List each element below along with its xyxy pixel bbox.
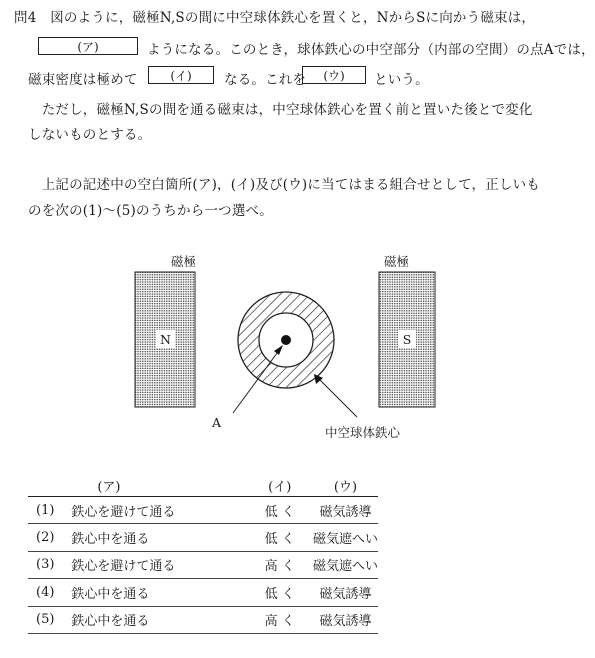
choice-number: (3) bbox=[28, 551, 71, 578]
choice-a: 鉄心中を通る bbox=[71, 579, 246, 606]
core-label: 中空球体鉄心 bbox=[325, 425, 401, 440]
choice-b: 低 く bbox=[246, 579, 313, 606]
table-header-row bbox=[28, 474, 378, 497]
problem-line-2: ようになる。このとき，球体鉄心の中空部分（内部の空間）の点Aでは， bbox=[147, 42, 595, 58]
blank-a-label: (ア) bbox=[77, 39, 99, 54]
blank-c-label: (ウ) bbox=[323, 68, 345, 83]
problem-line-4: ただし，磁極N,Sの間を通る磁束は，中空球体鉄心を置く前と置いた後とで変化 bbox=[28, 102, 533, 118]
problem-line-5: しないものとする。 bbox=[28, 127, 152, 143]
point-a-label: A bbox=[212, 415, 222, 430]
problem-line-3-start: 磁束密度は極めて bbox=[28, 72, 138, 88]
choice-b: 高 く bbox=[246, 606, 313, 633]
left-pole-caption: 磁極 bbox=[171, 254, 197, 269]
header-a: (ア) bbox=[71, 474, 246, 497]
choice-row-2[interactable] bbox=[28, 524, 378, 551]
north-pole-letter: N bbox=[160, 332, 171, 347]
choice-row-4[interactable] bbox=[28, 579, 378, 606]
choice-b: 低 く bbox=[246, 524, 313, 551]
header-b: (イ) bbox=[246, 474, 313, 497]
choice-c: 磁気遮へい bbox=[313, 551, 378, 578]
choice-c: 磁気誘導 bbox=[313, 497, 378, 524]
choice-c: 磁気誘導 bbox=[313, 606, 378, 633]
choice-row-5[interactable] bbox=[28, 606, 378, 633]
choice-row-1[interactable] bbox=[28, 497, 378, 524]
instruction-line-1: 上記の記述中の空白箇所(ア)，(イ)及び(ウ)に当てはまる組合せとして，正しいも bbox=[28, 177, 541, 193]
problem-line-1: 問4 図のように，磁極N,Sの間に中空球体鉄心を置くと，NからSに向かう磁束は， bbox=[14, 10, 536, 26]
choice-c: 磁気遮へい bbox=[313, 524, 378, 551]
choice-b: 高 く bbox=[246, 551, 313, 578]
choice-number: (2) bbox=[28, 524, 71, 551]
choice-number: (4) bbox=[28, 579, 71, 606]
instruction-line-2: のを次の(1)～(5)のうちから一つ選べ。 bbox=[28, 203, 273, 219]
choice-b: 低 く bbox=[246, 497, 313, 524]
choice-a: 鉄心中を通る bbox=[71, 524, 246, 551]
choice-c: 磁気誘導 bbox=[313, 579, 378, 606]
choice-a: 鉄心中を通る bbox=[71, 606, 246, 633]
answer-choices-table bbox=[28, 474, 378, 634]
choice-a: 鉄心を避けて通る bbox=[71, 497, 246, 524]
south-pole-letter: S bbox=[402, 332, 412, 347]
choice-a: 鉄心を避けて通る bbox=[71, 551, 246, 578]
choice-number: (5) bbox=[28, 606, 71, 633]
blank-b-label: (イ) bbox=[170, 68, 192, 83]
problem-line-3-end: という。 bbox=[374, 72, 429, 88]
choice-number: (1) bbox=[28, 497, 71, 524]
header-num bbox=[28, 474, 71, 497]
core-leader-line bbox=[318, 378, 357, 417]
header-c: (ウ) bbox=[313, 474, 378, 497]
choice-row-3[interactable] bbox=[28, 551, 378, 578]
right-pole-caption: 磁極 bbox=[384, 254, 410, 269]
point-a-dot bbox=[281, 335, 291, 345]
problem-line-3-middle: なる。これを bbox=[224, 72, 307, 88]
